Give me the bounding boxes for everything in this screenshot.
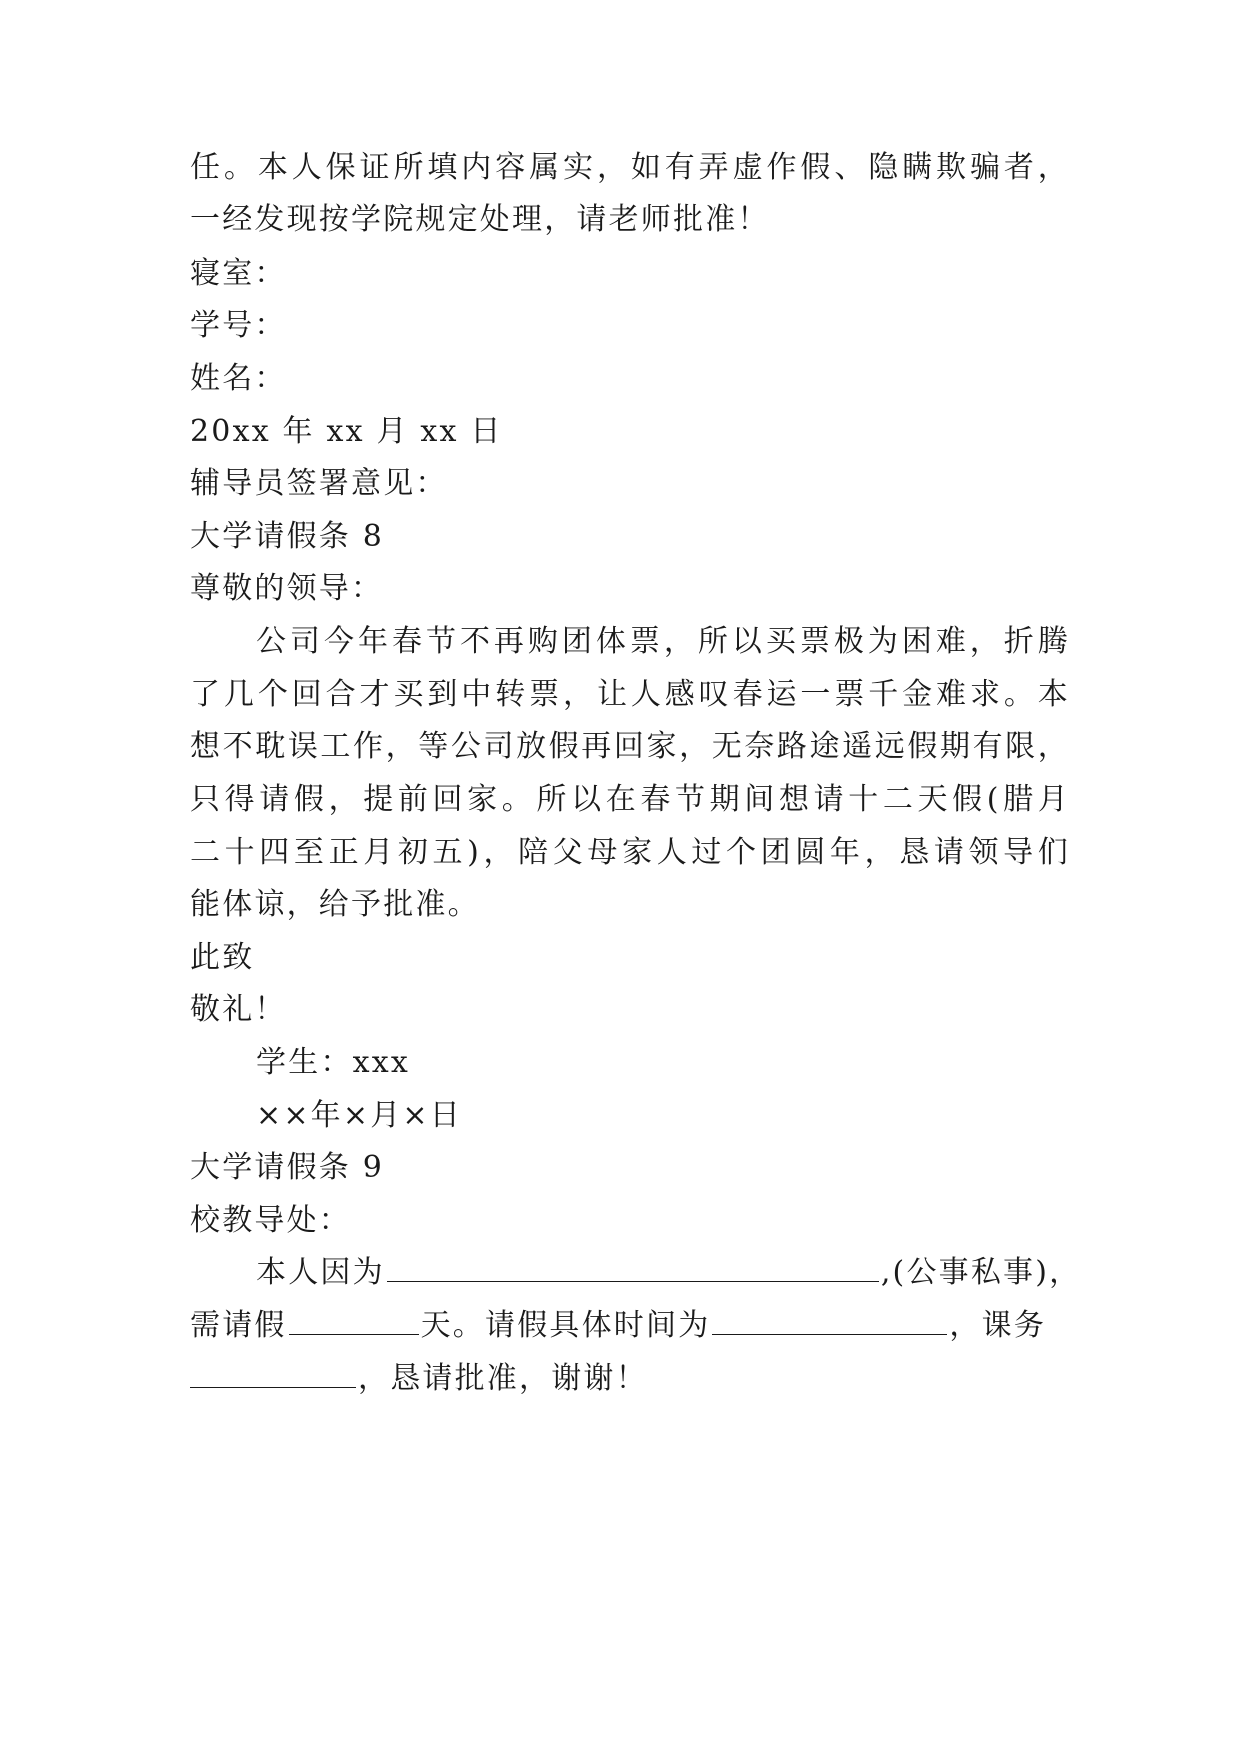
closing-line: 此致: [190, 940, 255, 975]
form-text: 本人因为: [256, 1255, 385, 1290]
dorm-label: 寝室：: [190, 256, 287, 291]
section-heading: 大学请假条 8: [190, 519, 385, 554]
form-text: 需请假: [190, 1308, 287, 1343]
closing-line: 敬礼！: [190, 992, 287, 1027]
form-line: [190, 1304, 1070, 1348]
salutation: 尊敬的领导：: [190, 571, 384, 606]
reason-blank: [387, 1253, 879, 1282]
course-blank: [190, 1359, 356, 1388]
student-id-label: 学号：: [190, 308, 287, 343]
form-text: ,(公事私事)，: [880, 1255, 1082, 1290]
form-line: [190, 1357, 1070, 1401]
signature-date: ××年×月×日: [256, 1098, 462, 1133]
form-text: 天。请假具体时间为: [420, 1308, 711, 1343]
signature-line: 学生：xxx: [256, 1045, 410, 1080]
paragraph-line: 能体谅，给予批准。: [190, 887, 480, 922]
paragraph-line: 想不耽误工作，等公司放假再回家，无奈路途遥远假期有限，: [190, 729, 1070, 764]
days-blank: [289, 1306, 419, 1335]
date-line: 20xx 年 xx 月 xx 日: [190, 414, 503, 449]
form-text: ，恳请批准，谢谢！: [358, 1361, 648, 1396]
paragraph-line: 公司今年春节不再购团体票，所以买票极为困难，折腾: [256, 624, 1070, 659]
text-line: 一经发现按学院规定处理，请老师批准！: [190, 202, 770, 237]
paragraph-line: 二十四至正月初五)，陪父母家人过个团圆年，恳请领导们: [190, 835, 1070, 870]
text-line: 任。本人保证所填内容属实，如有弄虚作假、隐瞒欺骗者，: [190, 150, 1070, 185]
form-line: [256, 1251, 1082, 1295]
paragraph-line: 了几个回合才买到中转票，让人感叹春运一票千金难求。本: [190, 677, 1070, 712]
paragraph-line: 只得请假，提前回家。所以在春节期间想请十二天假(腊月: [190, 782, 1070, 817]
salutation: 校教导处：: [190, 1203, 351, 1238]
section-heading: 大学请假条 9: [190, 1150, 385, 1185]
counselor-opinion-label: 辅导员签署意见：: [190, 466, 448, 501]
time-blank: [712, 1306, 947, 1335]
name-label: 姓名：: [190, 361, 287, 396]
form-text: ，课务: [949, 1308, 1047, 1343]
